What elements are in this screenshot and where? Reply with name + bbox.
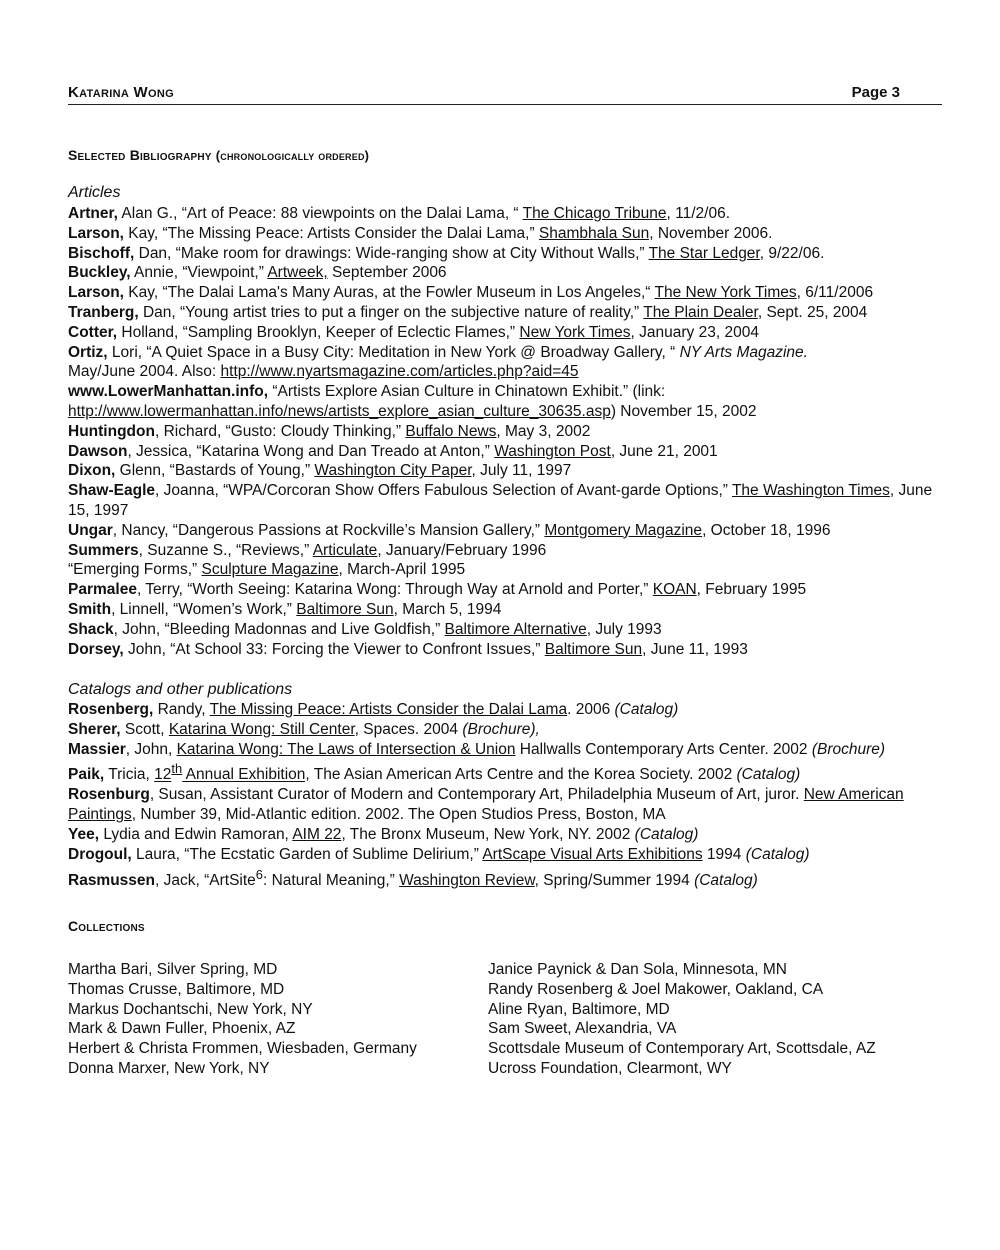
entry-text: , John,: [125, 740, 177, 758]
catalog-entry: [68, 785, 948, 825]
entry-text: Lydia and Edwin Ramoran,: [99, 825, 293, 843]
publication-link[interactable]: AIM 22: [292, 825, 342, 843]
entry-text: , January 23, 2004: [630, 323, 759, 341]
collections-left-column: [68, 960, 468, 1079]
entry-text: Dan, “Make room for drawings: Wide-ranging show at City Without Walls,”: [134, 244, 649, 262]
bibliography-note: (chronologically ordered): [215, 148, 370, 163]
entry-text: “Emerging Forms,”: [68, 561, 202, 579]
article-entry: [68, 461, 948, 481]
author-name: Dorsey,: [68, 640, 124, 658]
collection-item: Sam Sweet, Alexandria, VA: [488, 1020, 677, 1038]
author-name: Rosenberg,: [68, 701, 154, 718]
catalog-entry: [68, 865, 948, 891]
publication-link[interactable]: Montgomery Magazine: [544, 521, 703, 539]
publication-link[interactable]: Sculpture Magazine: [201, 561, 339, 579]
entry-text: ) November 15, 2002: [610, 402, 757, 420]
bibliography-heading: [68, 147, 369, 163]
author-name: Rosenburg: [68, 786, 150, 804]
entry-text: 1994: [702, 845, 746, 863]
author-name: Dawson: [68, 442, 128, 460]
entry-text: , July 11, 1997: [471, 462, 572, 480]
article-entry: [68, 560, 948, 580]
article-entry: [68, 283, 948, 303]
bibliography-title: Selected Bibliography: [68, 147, 212, 163]
publication-link[interactable]: Shambhala Sun,: [538, 224, 654, 242]
catalog-entry: [68, 720, 948, 740]
publication-link[interactable]: Buffalo News: [405, 422, 497, 440]
collection-item: Donna Marxer, New York, NY: [68, 1059, 270, 1077]
collection-item: Janice Paynick & Dan Sola, Minnesota, MN: [488, 961, 787, 978]
publication-link[interactable]: Katarina Wong: Still Center: [168, 720, 355, 738]
entry-text: , March-April 1995: [338, 561, 466, 579]
catalog-entry: [68, 825, 948, 845]
collections-heading: Collections: [68, 918, 145, 934]
author-name: Shaw-Eagle: [68, 482, 155, 500]
entry-text: : Natural Meaning,”: [262, 871, 400, 889]
author-name: Larson,: [68, 284, 124, 302]
entry-text: Dan, “Young artist tries to put a finger on the subjective nature of reality,”: [138, 303, 644, 321]
collection-item: Ucross Foundation, Clearmont, WY: [488, 1059, 732, 1077]
entry-text: November 2006.: [653, 224, 773, 242]
entry-text: , January/February 1996: [377, 541, 547, 559]
article-entry: [68, 244, 948, 264]
author-name: Yee,: [68, 825, 100, 843]
url-link[interactable]: http://www.nyartsmagazine.com/articles.php?aid=45: [220, 363, 579, 381]
author-name: Dixon,: [68, 462, 116, 480]
entry-text: , May 3, 2002: [496, 422, 591, 440]
publication-title: NY Arts Magazine.: [679, 343, 808, 361]
entry-text: , Jack, “ArtSite: [155, 871, 256, 889]
catalog-entry: [68, 740, 948, 760]
article-entry: [68, 620, 948, 640]
catalogs-heading: Catalogs and other publications: [68, 681, 293, 698]
article-entry: [68, 481, 948, 521]
publication-link[interactable]: KOAN: [652, 581, 697, 599]
entry-text: September 2006: [327, 264, 447, 282]
superscript: th: [171, 761, 183, 777]
header-name: Katarina Wong: [68, 84, 174, 101]
catalogs-list: [68, 700, 948, 890]
publication-link[interactable]: The Missing Peace: Artists Consider the Dalai Lama: [209, 701, 568, 718]
entry-text: May/June 2004. Also:: [68, 363, 221, 381]
publication-link[interactable]: The Plain Dealer: [643, 303, 758, 321]
collection-item: Scottsdale Museum of Contemporary Art, Scottsdale, AZ: [488, 1040, 876, 1058]
collections-right-column: [488, 960, 948, 1079]
article-entry: [68, 640, 948, 660]
articles-heading: Articles: [68, 184, 121, 201]
entry-text: , March 5, 1994: [393, 600, 502, 618]
entry-text: , Jessica, “Katarina Wong and Dan Treado at Anton,”: [127, 442, 495, 460]
entry-text: , Susan, Assistant Curator of Modern and Contemporary Art, Philadelphia Museum of Art, juror.: [149, 786, 804, 804]
publication-type: (Catalog): [634, 825, 699, 843]
article-entry: [68, 343, 948, 383]
entry-text: Alan G., “Art of Peace: 88 viewpoints on the Dalai Lama, “: [117, 205, 523, 222]
article-entry: [68, 600, 948, 620]
publication-link[interactable]: Baltimore Alternative: [444, 620, 587, 638]
article-entry: [68, 224, 948, 244]
publication-link[interactable]: Baltimore Sun: [544, 640, 643, 658]
articles-list: [68, 204, 948, 659]
catalog-entry: [68, 759, 948, 785]
publication-type: (Catalog): [694, 871, 758, 889]
catalog-entry: [68, 700, 948, 720]
author-name: Smith: [68, 600, 112, 618]
article-entry: [68, 382, 948, 422]
article-entry: [68, 303, 948, 323]
author-name: Huntingdon: [68, 422, 155, 440]
entry-text: Kay, “The Missing Peace: Artists Consider the Dalai Lama,”: [123, 224, 539, 242]
collection-item: Aline Ryan, Baltimore, MD: [488, 1000, 670, 1018]
entry-text: , June 15, 1997: [68, 482, 933, 519]
author-name: Sherer,: [68, 720, 121, 738]
author-name: Artner,: [68, 205, 118, 222]
author-name: Buckley,: [68, 264, 131, 282]
catalog-entry: [68, 845, 948, 865]
entry-text: , 6/11/2006: [796, 284, 874, 302]
entry-text: , Sept. 25, 2004: [757, 303, 868, 321]
publication-type: (Brochure): [811, 740, 886, 758]
publication-link[interactable]: Baltimore Sun: [296, 600, 394, 618]
entry-text: , Nancy, “Dangerous Passions at Rockville’s Mansion Gallery,”: [112, 521, 545, 539]
publication-link[interactable]: 12: [154, 766, 172, 784]
entry-text: Scott,: [120, 720, 169, 738]
publication-link[interactable]: Annual Exhibition,: [182, 766, 310, 784]
entry-text: Tricia,: [104, 766, 155, 784]
url-link[interactable]: http://www.lowermanhattan.info/news/artists_explore_asian_culture_30635.asp: [68, 402, 611, 420]
article-entry: [68, 323, 948, 343]
publication-link[interactable]: Articulate: [312, 541, 378, 559]
publication-link[interactable]: New York Times: [519, 323, 631, 341]
entry-text: , 9/22/06.: [759, 244, 825, 262]
entry-text: , Linnell, “Women’s Work,”: [111, 600, 297, 618]
entry-text: , Terry, “Worth Seeing: Katarina Wong: Through Way at Arnold and Porter,”: [136, 581, 653, 599]
author-name: Cotter,: [68, 323, 118, 341]
publication-link[interactable]: Washington Review: [399, 871, 535, 889]
publication-link[interactable]: The Chicago Tribune: [522, 205, 667, 222]
entry-text: Randy,: [153, 701, 210, 718]
author-name: Bischoff,: [68, 244, 135, 262]
article-entry: [68, 263, 948, 283]
entry-text: Lori, “A Quiet Space in a Busy City: Meditation in New York @ Broadway Gallery, “: [107, 343, 680, 361]
publication-type: (Brochure),: [462, 720, 540, 738]
entry-text: Holland, “Sampling Brooklyn, Keeper of Eclectic Flames,”: [117, 323, 520, 341]
author-name: Massier: [68, 740, 126, 758]
author-name: Rasmussen: [68, 871, 156, 889]
entry-text: , Spring/Summer 1994: [534, 871, 695, 889]
publication-link[interactable]: New American Paintings: [68, 786, 904, 824]
publication-type: (Catalog): [736, 766, 801, 784]
author-name: Ungar: [68, 521, 113, 539]
entry-text: , Richard, “Gusto: Cloudy Thinking,”: [154, 422, 406, 440]
article-entry: [68, 580, 948, 600]
collection-item: Markus Dochantschi, New York, NY: [68, 1000, 313, 1018]
page-number: Page 3: [851, 84, 900, 101]
collection-item: Martha Bari, Silver Spring, MD: [68, 961, 278, 978]
entry-text: The Asian American Arts Centre and the Korea Society. 2002: [309, 766, 737, 784]
publication-link[interactable]: Artweek,: [267, 264, 328, 282]
author-name: Tranberg,: [68, 303, 139, 321]
entry-text: “Artists Explore Asian Culture in Chinatown Exhibit.” (link:: [268, 383, 666, 401]
entry-text: Hallwalls Contemporary Arts Center. 2002: [515, 740, 812, 758]
entry-text: Annie, “Viewpoint,”: [130, 264, 268, 282]
collection-item: Herbert & Christa Frommen, Wiesbaden, Germany: [68, 1040, 417, 1058]
author-name: Drogoul,: [68, 845, 132, 863]
entry-text: , June 11, 1993: [642, 640, 748, 658]
author-name: www.LowerManhattan.info,: [68, 383, 269, 401]
author-name: Parmalee: [68, 581, 137, 599]
entry-text: , The Bronx Museum, New York, NY. 2002: [341, 825, 635, 843]
entry-text: Laura, “The Ecstatic Garden of Sublime Delirium,”: [131, 845, 483, 863]
entry-text: , John, “Bleeding Madonnas and Live Goldfish,”: [113, 620, 445, 638]
author-name: Paik,: [68, 766, 105, 784]
article-entry: [68, 204, 948, 224]
article-entry: [68, 521, 948, 541]
publication-link[interactable]: Washington Post: [494, 442, 611, 460]
publication-link[interactable]: The New York Times: [654, 284, 797, 302]
entry-text: , Suzanne S., “Reviews,”: [138, 541, 313, 559]
author-name: Ortiz,: [68, 343, 108, 361]
entry-text: Kay, “The Dalai Lama's Many Auras, at the Fowler Museum in Los Angeles,“: [123, 284, 655, 302]
entry-text: Glenn, “Bastards of Young,”: [115, 462, 315, 480]
publication-link[interactable]: Washington City Paper: [314, 462, 472, 480]
superscript: 6: [255, 866, 263, 882]
article-entry: [68, 541, 948, 561]
entry-text: John, “At School 33: Forcing the Viewer to Confront Issues,”: [123, 640, 545, 658]
article-entry: [68, 442, 948, 462]
publication-type: (Catalog): [745, 845, 810, 863]
entry-text: , Spaces. 2004: [354, 720, 463, 738]
publication-link[interactable]: Katarina Wong: The Laws of Intersection & Union: [176, 740, 516, 758]
entry-text: , Number 39, Mid-Atlantic edition. 2002. The Open Studios Press, Boston, MA: [131, 806, 666, 824]
publication-link[interactable]: The Star Ledger: [648, 244, 760, 262]
entry-text: , 11/2/06.: [666, 205, 730, 222]
author-name: Larson,: [68, 224, 124, 242]
entry-text: , Joanna, “WPA/Corcoran Show Offers Fabulous Selection of Avant-garde Options,”: [155, 482, 732, 500]
entry-text: , June 21, 2001: [610, 442, 718, 460]
collection-item: Randy Rosenberg & Joel Makower, Oakland, CA: [488, 980, 824, 998]
author-name: Shack: [68, 620, 114, 638]
page-header: [68, 84, 942, 105]
entry-text: . 2006: [567, 701, 615, 718]
entry-text: , February 1995: [696, 581, 807, 599]
article-entry: [68, 422, 948, 442]
collection-item: Mark & Dawn Fuller, Phoenix, AZ: [68, 1020, 296, 1038]
publication-link[interactable]: The Washington Times: [731, 482, 890, 500]
publication-link[interactable]: ArtScape Visual Arts Exhibitions: [482, 845, 703, 863]
entry-text: , July 1993: [586, 620, 662, 638]
author-name: Summers: [68, 541, 139, 559]
collection-item: Thomas Crusse, Baltimore, MD: [68, 980, 285, 998]
entry-text: , October 18, 1996: [702, 521, 831, 539]
publication-type: (Catalog): [614, 701, 679, 718]
